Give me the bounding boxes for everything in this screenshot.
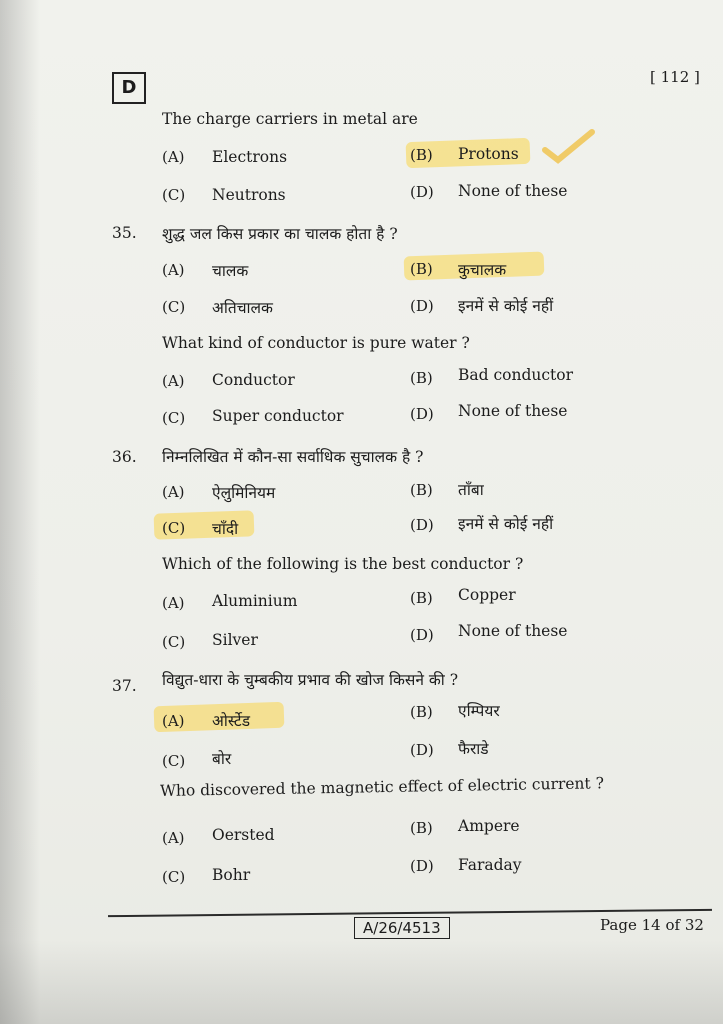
q35-hopt-b-text: कुचालक: [458, 261, 507, 279]
q36-number: 36.: [112, 448, 137, 466]
q37-hopt-c-text: बोर: [212, 750, 232, 768]
q35-hopt-d-label: (D): [410, 297, 434, 315]
footer-page-number: Page 14 of 32: [600, 916, 704, 934]
q37-hopt-d-text: फैराडे: [458, 740, 489, 758]
q34-opt-d-label: (D): [410, 183, 434, 201]
q36-question-hindi: निम्नलिखित में कौन-सा सर्वाधिक सुचालक है ?: [162, 448, 424, 466]
q37-eopt-b-text: Ampere: [458, 817, 520, 835]
q36-hopt-d-text: इनमें से कोई नहीं: [458, 515, 554, 533]
q36-eopt-d-label: (D): [410, 626, 434, 644]
q34-opt-c-text: Neutrons: [212, 186, 286, 204]
q35-eopt-a-text: Conductor: [212, 371, 295, 389]
q37-eopt-b-label: (B): [410, 819, 433, 837]
q37-hopt-d-label: (D): [410, 741, 434, 759]
q36-question-english: Which of the following is the best conductor ?: [162, 555, 524, 573]
q36-hopt-c-label: (C): [162, 519, 186, 537]
q35-eopt-d-label: (D): [410, 405, 434, 423]
q36-hopt-d-label: (D): [410, 516, 434, 534]
q36-hopt-a-text: ऐलुमिनियम: [212, 484, 276, 502]
page-bottom-shadow: [0, 940, 723, 1024]
q35-eopt-c-label: (C): [162, 409, 186, 427]
q37-hopt-b-label: (B): [410, 703, 433, 721]
q35-eopt-a-label: (A): [162, 372, 185, 390]
q36-eopt-d-text: None of these: [458, 622, 568, 640]
q35-hopt-b-label: (B): [410, 260, 433, 278]
q37-eopt-d-label: (D): [410, 857, 434, 875]
q37-hopt-b-text: एम्पियर: [458, 702, 500, 720]
q37-hopt-a-label: (A): [162, 712, 185, 730]
q37-question-hindi: विद्युत-धारा के चुम्बकीय प्रभाव की खोज किसने की ?: [162, 671, 459, 689]
q34-opt-b-label: (B): [410, 146, 433, 164]
q35-hopt-c-text: अतिचालक: [212, 299, 273, 317]
q36-eopt-b-label: (B): [410, 589, 433, 607]
q36-eopt-c-label: (C): [162, 633, 186, 651]
q34-opt-a-label: (A): [162, 148, 185, 166]
q37-eopt-d-text: Faraday: [458, 856, 522, 874]
q34-opt-c-label: (C): [162, 186, 186, 204]
q35-hopt-a-text: चालक: [212, 262, 249, 280]
q34-opt-a-text: Electrons: [212, 148, 288, 166]
q36-hopt-b-text: ताँबा: [458, 481, 484, 499]
q35-hopt-c-label: (C): [162, 298, 186, 316]
q37-eopt-c-label: (C): [162, 868, 186, 886]
q37-eopt-a-label: (A): [162, 829, 185, 847]
q35-hopt-d-text: इनमें से कोई नहीं: [458, 297, 554, 315]
footer-paper-code: A/26/4513: [354, 917, 450, 939]
q36-hopt-b-label: (B): [410, 481, 433, 499]
q34-opt-d-text: None of these: [458, 182, 568, 200]
q36-eopt-a-text: Aluminium: [212, 592, 298, 610]
q35-eopt-b-text: Bad conductor: [458, 366, 574, 384]
q35-eopt-b-label: (B): [410, 369, 433, 387]
q37-number: 37.: [112, 677, 137, 695]
q37-question-english: Who discovered the magnetic effect of electric current ?: [159, 774, 605, 800]
set-code-box: D: [112, 72, 146, 104]
q35-hopt-a-label: (A): [162, 261, 185, 279]
q36-eopt-a-label: (A): [162, 594, 185, 612]
q36-hopt-a-label: (A): [162, 483, 185, 501]
q36-eopt-c-text: Silver: [212, 631, 258, 649]
page-edge-shadow: [0, 0, 40, 1024]
q37-eopt-c-text: Bohr: [212, 866, 251, 884]
q35-number: 35.: [112, 224, 137, 242]
q36-eopt-b-text: Copper: [458, 586, 516, 604]
q35-question-hindi: शुद्ध जल किस प्रकार का चालक होता है ?: [162, 225, 398, 243]
q36-hopt-c-text: चाँदी: [212, 520, 239, 538]
q37-hopt-c-label: (C): [162, 752, 186, 770]
q35-eopt-d-text: None of these: [458, 402, 568, 420]
q34-opt-b-text: Protons: [458, 145, 519, 163]
q37-eopt-a-text: Oersted: [212, 826, 275, 844]
page-code: [ 112 ]: [650, 68, 700, 86]
q37-hopt-a-text: ओर्स्टेड: [212, 712, 250, 730]
handwritten-tick-icon: [540, 128, 600, 168]
q35-question-english: What kind of conductor is pure water ?: [162, 334, 470, 352]
q35-eopt-c-text: Super conductor: [212, 407, 344, 425]
q34-question: The charge carriers in metal are: [162, 110, 418, 128]
